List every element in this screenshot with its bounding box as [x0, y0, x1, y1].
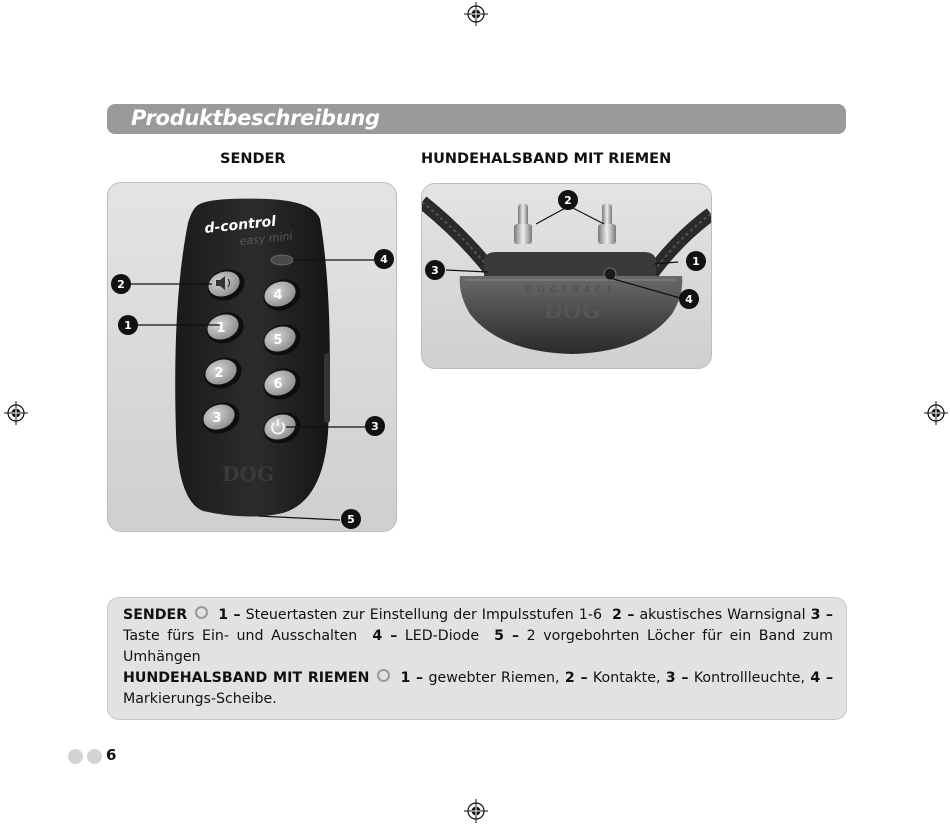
section-title-bar	[107, 104, 846, 134]
receiver-top	[484, 252, 656, 276]
sender-callout-3: 3	[365, 416, 385, 436]
key-6-label: 6	[273, 377, 283, 392]
desc-s3-num: 3 –	[810, 607, 833, 623]
sender-callout-5: 5	[341, 509, 361, 529]
registration-mark-bottom	[464, 799, 488, 823]
desc-c1-num: 1 –	[400, 670, 424, 686]
desc-c1-text: gewebter Riemen,	[423, 670, 560, 686]
sender-callout-1: 1	[118, 315, 138, 335]
led-diode	[271, 255, 293, 265]
key-2-label: 2	[214, 366, 224, 381]
desc-s4-text: LED-Diode	[397, 628, 480, 644]
desc-c4-text: Markierungs-Scheibe.	[123, 691, 277, 707]
registration-mark-right	[924, 401, 948, 425]
desc-s4-num: 4 –	[372, 628, 398, 644]
key-4-label: 4	[273, 288, 283, 303]
desc-s5-num: 5 –	[494, 628, 520, 644]
desc-c4-num: 4 –	[810, 670, 834, 686]
desc-s5-text: 2 vorgebohrten Löcher für ein Band zum Umhängen	[123, 628, 833, 665]
bullet-ring-icon	[377, 669, 390, 682]
desc-s2-num: 2 –	[612, 607, 635, 623]
collar-logo: DOG	[543, 298, 601, 324]
collar-callout-3: 3	[425, 260, 445, 280]
footer-dot	[68, 749, 83, 764]
remote-brand: d-control	[203, 213, 277, 237]
page-number: 6	[106, 746, 117, 764]
collar-heading: HUNDEHALSBAND MIT RIEMEN	[421, 151, 672, 167]
collar-brand-text: DOGTRACE	[525, 285, 619, 294]
collar-callout-2: 2	[558, 190, 578, 210]
desc-c2-num: 2 –	[564, 670, 588, 686]
key-3-label: 3	[212, 411, 222, 426]
contact-right	[598, 204, 616, 244]
desc-c2-text: Kontakte,	[587, 670, 661, 686]
registration-mark-left	[4, 401, 28, 425]
footer-dot	[87, 749, 102, 764]
key-1-label: 1	[216, 321, 226, 336]
collar-callout-1: 1	[686, 251, 706, 271]
desc-s3-text: Taste fürs Ein- und Ausschalten	[123, 628, 358, 644]
desc-c3-num: 3 –	[665, 670, 689, 686]
description-text	[123, 605, 833, 710]
bullet-ring-icon	[195, 606, 208, 619]
desc-collar-label: HUNDEHALSBAND MIT RIEMEN	[123, 670, 370, 686]
description-box	[107, 597, 847, 720]
desc-c3-text: Kontrollleuchte,	[688, 670, 806, 686]
collar-illustration	[422, 184, 711, 368]
registration-mark-top	[464, 2, 488, 26]
collar-callout-4: 4	[679, 289, 699, 309]
desc-sender-label: SENDER	[123, 607, 188, 623]
collar-image-panel	[421, 183, 712, 369]
remote-logo: DOG	[222, 462, 274, 486]
contact-left	[514, 204, 532, 244]
desc-s2-text: akustisches Warnsignal	[634, 607, 806, 623]
desc-s1-text: Steuertasten zur Einstellung der Impulsstufen 1-6	[240, 607, 602, 623]
sender-callout-2: 2	[111, 274, 131, 294]
remote-model: easy mini	[238, 229, 294, 248]
sender-heading: SENDER	[220, 151, 286, 167]
key-5-label: 5	[273, 333, 283, 348]
desc-s1-num: 1 –	[218, 607, 241, 623]
remote-illustration	[108, 183, 396, 531]
sender-image-panel	[107, 182, 397, 532]
sender-callout-4: 4	[374, 249, 394, 269]
page-title: Produktbeschreibung	[131, 106, 380, 130]
